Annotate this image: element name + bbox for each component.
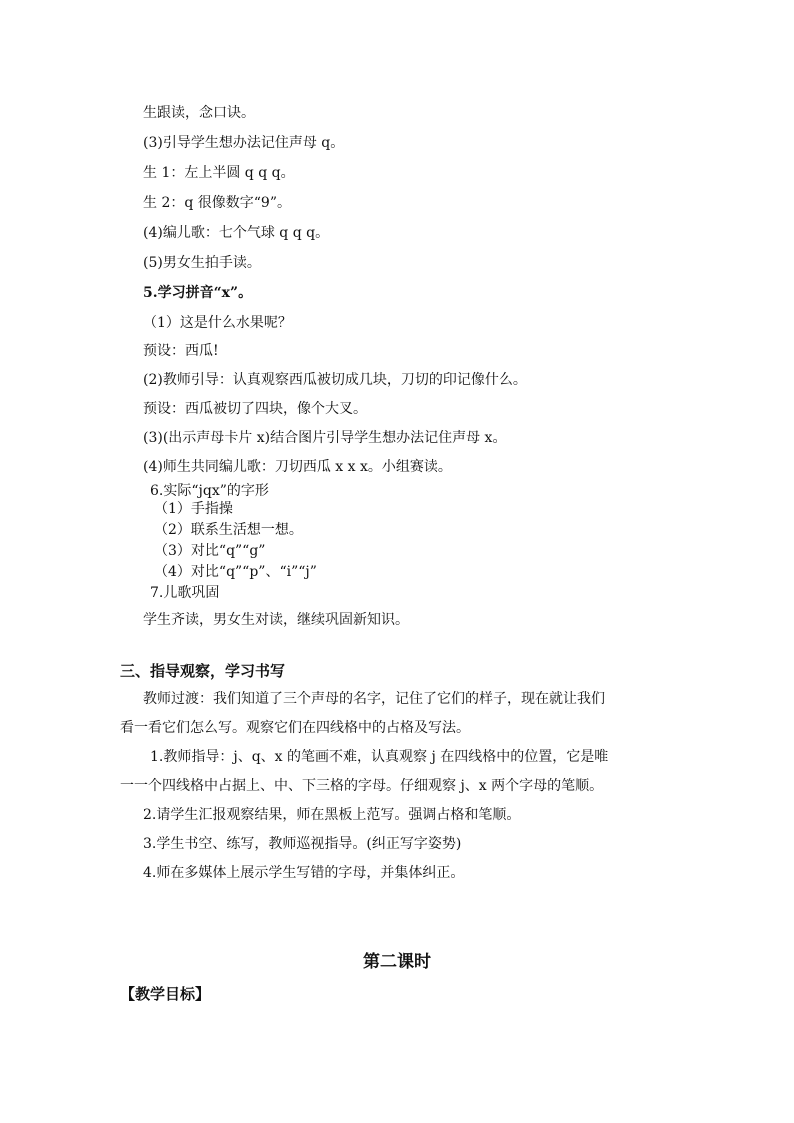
section-3-para-5: 2.请学生汇报观察结果，师在黑板上范写。强调占格和笔顺。 — [143, 807, 521, 823]
text-line-17: （3）对比“q”“g” — [154, 543, 266, 559]
text-line-6: (5)男女生拍手读。 — [143, 255, 261, 271]
text-line-8: （1）这是什么水果呢？ — [143, 315, 292, 331]
text-line-15: （1）手指操 — [154, 501, 233, 517]
text-line-11: 预设：西瓜被切了四块，像个大叉。 — [143, 401, 367, 417]
text-line-20: 学生齐读，男女生对读，继续巩固新知识。 — [143, 612, 409, 628]
text-line-1: 生跟读，念口诀。 — [143, 105, 255, 121]
text-line-10: (2)教师引导：认真观察西瓜被切成几块，刀切的印记像什么。 — [143, 372, 527, 388]
text-line-14: 6.实际“jqx”的字形 — [150, 483, 269, 499]
text-line-3: 生 1：左上半圆 q q q。 — [143, 165, 295, 181]
section-3-para-1: 教师过渡：我们知道了三个声母的名字，记住了它们的样子，现在就让我们 — [143, 691, 605, 707]
text-line-12: (3)(出示声母卡片 x)结合图片引导学生想办法记住声母 x。 — [143, 430, 507, 446]
section-3-para-6: 3.学生书空、练写，教师巡视指导。(纠正写字姿势) — [143, 836, 462, 852]
text-line-9: 预设：西瓜! — [143, 343, 219, 359]
teaching-goals-label: 【教学目标】 — [120, 985, 211, 1003]
section-3-para-2: 看一看它们怎么写。观察它们在四线格中的占格及写法。 — [120, 720, 470, 736]
lesson-title: 第二课时 — [363, 952, 431, 972]
text-line-16: （2）联系生活想一想。 — [154, 522, 303, 538]
text-line-5: (4)编儿歌：七个气球 q q q。 — [143, 225, 330, 241]
text-line-2: (3)引导学生想办法记住声母 q。 — [143, 135, 345, 151]
text-line-13: (4)师生共同编儿歌：刀切西瓜 x x x。小组赛读。 — [143, 459, 452, 475]
text-line-4: 生 2：q 很像数字“9”。 — [143, 195, 291, 211]
section-3-para-3: 1.教师指导：j、q、x 的笔画不难，认真观察 j 在四线格中的位置，它是唯 — [150, 749, 609, 765]
subheading-5: 5.学习拼音“x”。 — [143, 285, 253, 301]
section-3-para-7: 4.师在多媒体上展示学生写错的字母，并集体纠正。 — [143, 865, 465, 881]
section-3-para-4: 一一个四线格中占据上、中、下三格的字母。仔细观察 j、x 两个字母的笔顺。 — [120, 778, 604, 794]
text-line-18: （4）对比“q”“p”、“i”“j” — [154, 564, 317, 580]
text-line-19: 7.儿歌巩固 — [150, 585, 220, 601]
section-3-heading: 三、指导观察，学习书写 — [120, 662, 286, 680]
